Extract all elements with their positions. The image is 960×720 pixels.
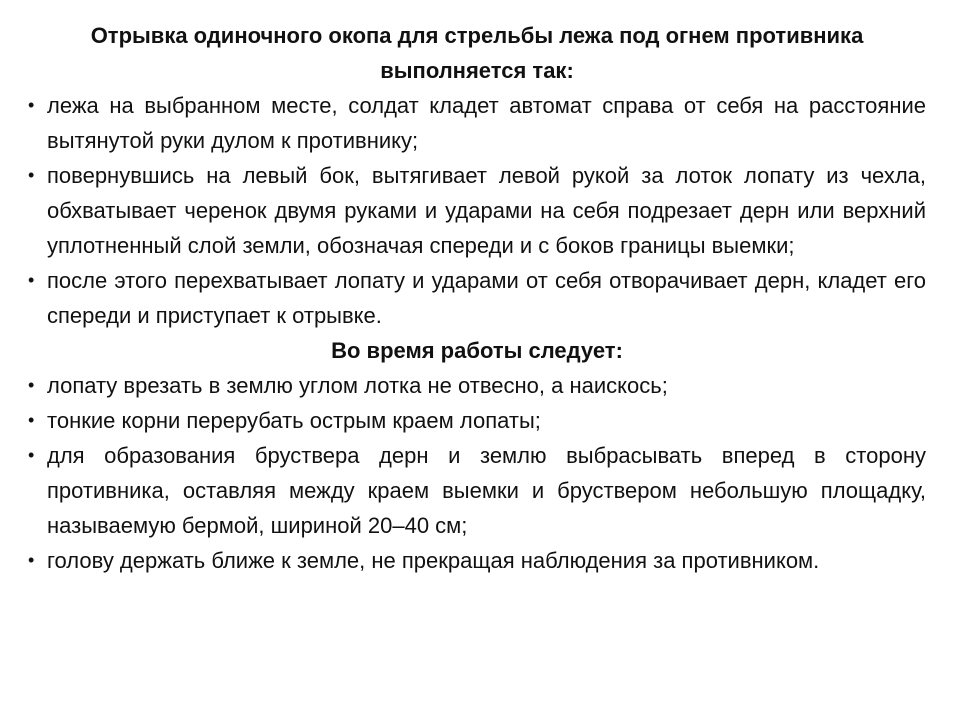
list-item-text: голову держать ближе к земле, не прекращая наблюдения за противником.	[47, 548, 820, 573]
bullet-icon: •	[28, 375, 35, 395]
list-item-text: лежа на выбранном месте, солдат кладет автомат справа от себя на расстояние вытянутой руки дулом к противнику;	[47, 93, 926, 153]
list-item-text: после этого перехватывает лопату и ударами от себя отворачивает дерн, кладет его спереди и приступает к отрывке.	[47, 268, 926, 328]
section1-list	[28, 88, 926, 333]
section2-list	[28, 368, 926, 578]
list-item	[28, 88, 926, 158]
section1-title: Отрывка одиночного окопа для стрельбы лежа под огнем противника выполняется так:	[90, 23, 864, 83]
bullet-icon: •	[28, 445, 35, 465]
bullet-icon: •	[28, 95, 35, 115]
list-item-text: повернувшись на левый бок, вытягивает левой рукой за лоток лопату из чехла, обхватывает черенок двумя руками и ударами на себя подрезает дерн или верхний уплотненный слой земли, обозначая спереди и с боков границы выемки;	[47, 163, 926, 258]
bullet-icon: •	[28, 165, 35, 185]
list-item	[28, 543, 926, 578]
list-item-text: тонкие корни перерубать острым краем лопаты;	[47, 408, 541, 433]
list-item-text: лопату врезать в землю углом лотка не отвесно, а наискось;	[47, 373, 668, 398]
section2-title: Во время работы следует:	[331, 338, 623, 363]
bullet-icon: •	[28, 270, 35, 290]
list-item-text: для образования бруствера дерн и землю выбрасывать вперед в сторону противника, оставляя между краем выемки и бруствером небольшую площадку, называемую бермой, шириной 20–40 см;	[47, 443, 926, 538]
list-item	[28, 368, 926, 403]
list-item	[28, 263, 926, 333]
list-item	[28, 158, 926, 263]
list-item	[28, 403, 926, 438]
bullet-icon: •	[28, 550, 35, 570]
slide-content	[28, 18, 926, 578]
list-item	[28, 438, 926, 543]
bullet-icon: •	[28, 410, 35, 430]
